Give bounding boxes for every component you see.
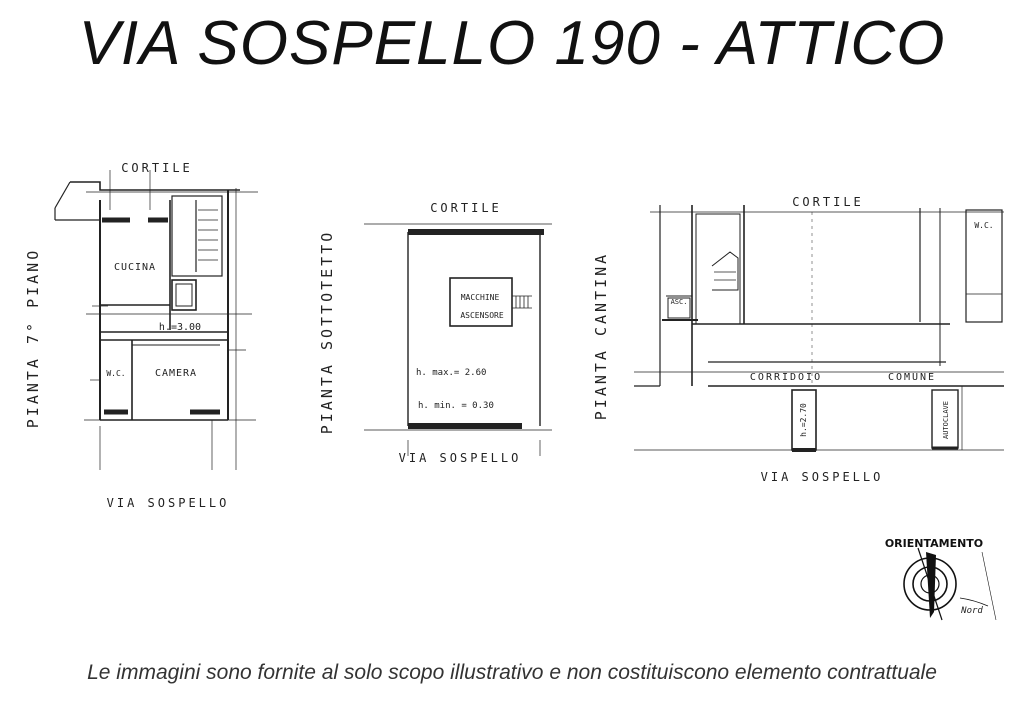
- plan-cantina-height-note: h.=2.70: [799, 403, 808, 437]
- plan-sottotetto-room-line1: MACCHINE: [460, 293, 500, 302]
- plan-sottotetto-height-min: h. min. = 0.30: [418, 401, 494, 411]
- plan-sottotetto-bottom-label: VIA SOSPELLO: [398, 451, 522, 465]
- plan-sottotetto-height-max: h. max.= 2.60: [416, 368, 487, 378]
- plan-attico-kitchen-label: CUCINA: [113, 262, 157, 273]
- plan-attico-bottom-label: VIA SOSPELLO: [106, 496, 230, 510]
- plan-attico-bedroom-label: CAMERA: [154, 368, 198, 379]
- north-label: Nord: [961, 606, 983, 616]
- plan-attico-side-label: PIANTA 7° PIANO: [24, 247, 42, 429]
- plan-attico-top-label: CORTILE: [121, 161, 193, 175]
- plan-cantina-corridor-left: CORRIDOIO: [749, 372, 823, 383]
- plan-attico-height-note: h.=3.00: [158, 322, 202, 333]
- plan-cantina-wc-label: W.C.: [974, 221, 994, 230]
- plan-sottotetto-side-label: PIANTA SOTTOTETTO: [318, 229, 336, 435]
- plan-sottotetto: [364, 224, 552, 456]
- disclaimer-text: Le immagini sono fornite al solo scopo illustrativo e non costituiscono elemento contrattuale: [87, 661, 937, 684]
- plan-sottotetto-top-label: CORTILE: [430, 201, 502, 215]
- page-title: VIA SOSPELLO 190 - ATTICO: [78, 9, 946, 78]
- plan-attico-wc-label: W.C.: [106, 369, 126, 378]
- plan-cantina-top-label: CORTILE: [792, 195, 864, 209]
- plan-cantina-corridor-right: COMUNE: [887, 372, 937, 383]
- plan-sottotetto-room-line2: ASCENSORE: [460, 311, 504, 320]
- orientation-label: ORIENTAMENTO: [884, 537, 984, 550]
- plan-cantina-bottom-label: VIA SOSPELLO: [760, 470, 884, 484]
- plan-cantina-autoclave-label: AUTOCLAVE: [942, 401, 950, 439]
- plan-cantina-side-label: PIANTA CANTINA: [592, 251, 610, 421]
- plan-cantina-asc-label: ASC.: [670, 298, 688, 306]
- plan-attico: [55, 170, 258, 470]
